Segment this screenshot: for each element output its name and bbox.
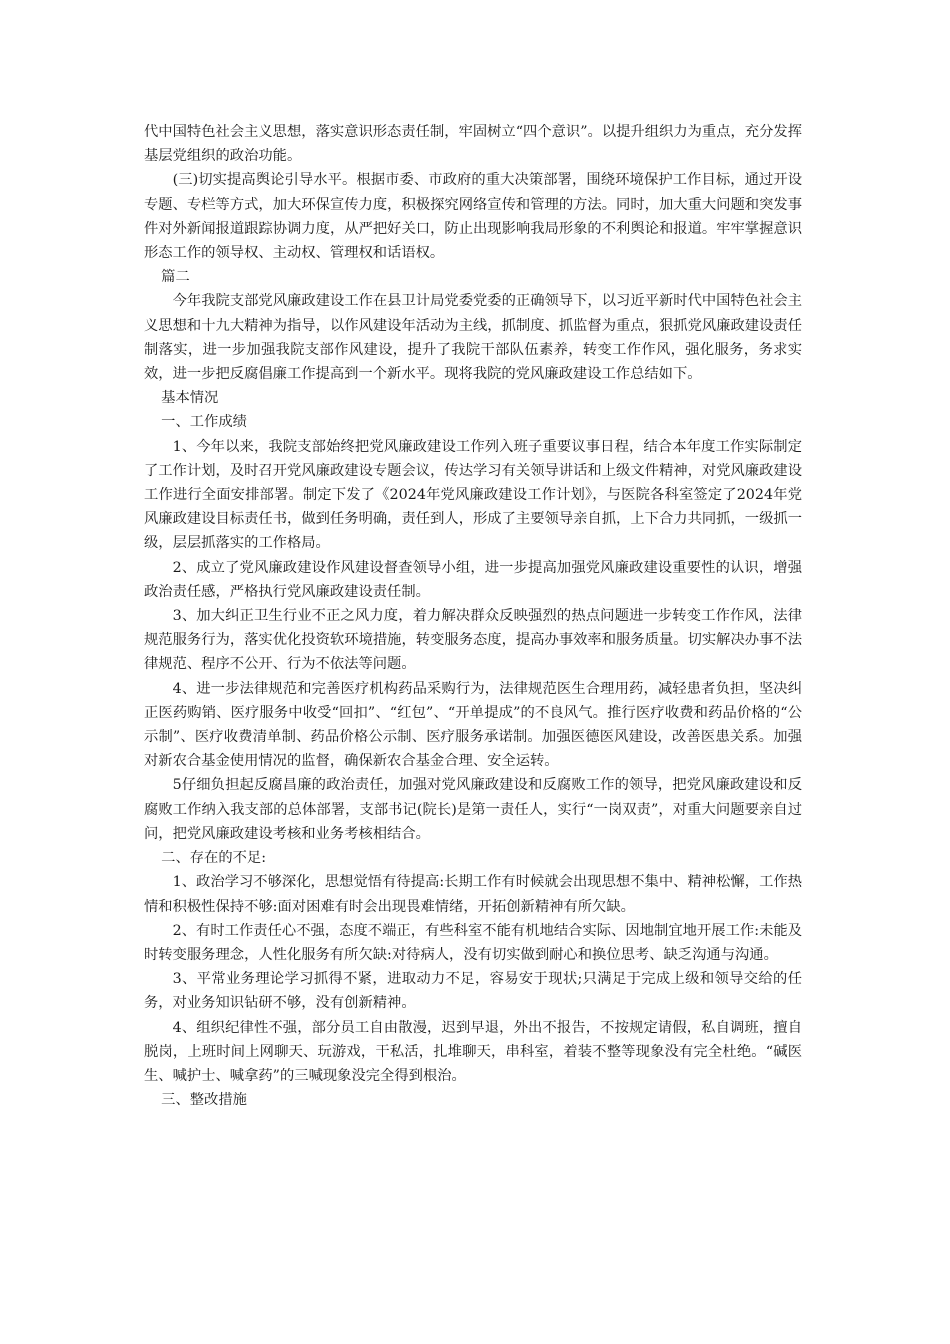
paragraph-result-1: 1、今年以来，我院支部始终把党风廉政建设工作列入班子重要议事日程，结合本年度工作实际制定了工作计划，及时召开党风廉政建设专题会议，传达学习有关领导讲话和上级文件精神，对党风廉政建设工作进行全面安排部署。制定下发了《2024年党风廉政建设工作计划》，与医院各科室签定了2024年党风廉政建设目标责任书，做到任务明确，责任到人，形成了主要领导亲自抓，上下合力共同抓，一级抓一级，层层抓落实的工作格局。 <box>144 438 802 552</box>
paragraph-result-2: 2、成立了党风廉政建设作风建设督查领导小组，进一步提高加强党风廉政建设重要性的认识，增强政治责任感，严格执行党风廉政建设责任制。 <box>144 559 802 600</box>
paragraph-shortcoming-1: 1、政治学习不够深化，思想觉悟有待提高:长期工作有时候就会出现思想不集中、精神松懈，工作热情和积极性保持不够:面对困难有时会出现畏难情绪，开拓创新精神有所欠缺。 <box>144 874 802 915</box>
basic-situation-heading: 基本情况 <box>161 390 219 407</box>
paragraph-continuation: 代中国特色社会主义思想，落实意识形态责任制，牢固树立“四个意识”。以提升组织力为重点，充分发挥基层党组织的政治功能。 <box>144 124 802 165</box>
paragraph-section-three: (三)切实提高舆论引导水平。根据市委、市政府的重大决策部署，围绕环境保护工作目标，通过开设专题、专栏等方式，加大环保宣传力度，积极探究网络宣传和管理的方法。同时，加大重大问题和突发事件对外新闻报道跟踪协调力度，从严把好关口，防止出现影响我局形象的不利舆论和报道。牢牢掌握意识形态工作的领导权、主动权、管理权和话语权。 <box>144 172 802 262</box>
paragraph-intro: 今年我院支部党风廉政建设工作在县卫计局党委党委的正确领导下，以习近平新时代中国特色社会主义思想和十九大精神为指导，以作风建设年活动为主线，抓制度、抓监督为重点，狠抓党风廉政建设责任制落实，进一步加强我院支部作风建设，提升了我院干部队伍素养，转变工作作风，强化服务，务求实效，进一步把反腐倡廉工作提高到一个新水平。现将我院的党风廉政建设工作总结如下。 <box>144 293 802 383</box>
work-results-heading: 一、工作成绩 <box>161 414 247 431</box>
paragraph-result-5: 5仔细负担起反腐昌廉的政治责任，加强对党风廉政建设和反腐败工作的领导，把党风廉政建设和反腐败工作纳入我支部的总体部署，支部书记(院长)是第一责任人，实行“一岗双责”，对重大问题要亲自过问，把党风廉政建设考核和业务考核相结合。 <box>144 777 802 842</box>
document-page <box>144 120 802 1112</box>
paragraph-result-3: 3、加大纠正卫生行业不正之风力度，着力解决群众反映强烈的热点问题进一步转变工作作风，法律规范服务行为，落实优化投资软环境措施，转变服务态度，提高办事效率和服务质量。切实解决办事不法律规范、程序不公开、行为不依法等问题。 <box>144 608 802 673</box>
paragraph-shortcoming-4: 4、组织纪律性不强，部分员工自由散漫，迟到早退，外出不报告，不按规定请假，私自调班，擅自脱岗，上班时间上网聊天、玩游戏，干私活，扎堆聊天，串科室，着装不整等现象没有完全杜绝。“碱医生、喊护士、喊拿药”的三喊现象没完全得到根治。 <box>144 1019 802 1084</box>
paragraph-result-4: 4、进一步法律规范和完善医疗机构药品采购行为，法律规范医生合理用药，减轻患者负担，坚决纠正医药购销、医疗服务中收受“回扣”、“红包”、“开单提成”的不良风气。推行医疗收费和药品价格的“公示制”、医疗收费清单制、药品价格公示制、医疗服务承诺制。加强医德医风建设，改善医患关系。加强对新农合基金使用情况的监督，确保新农合基金合理、安全运转。 <box>144 680 802 770</box>
shortcomings-heading: 二、存在的不足: <box>161 850 267 867</box>
paragraph-shortcoming-3: 3、平常业务理论学习抓得不紧，进取动力不足，容易安于现状;只满足于完成上级和领导交给的任务，对业务知识钻研不够，没有创新精神。 <box>144 971 802 1012</box>
paragraph-shortcoming-2: 2、有时工作责任心不强，态度不端正，有些科室不能有机地结合实际、因地制宜地开展工作:未能及时转变服务理念，人性化服务有所欠缺:对待病人，没有切实做到耐心和换位思考、缺乏沟通与沟通。 <box>144 922 802 963</box>
rectification-heading: 三、整改措施 <box>161 1092 247 1109</box>
part-two-heading: 篇二 <box>161 269 190 286</box>
